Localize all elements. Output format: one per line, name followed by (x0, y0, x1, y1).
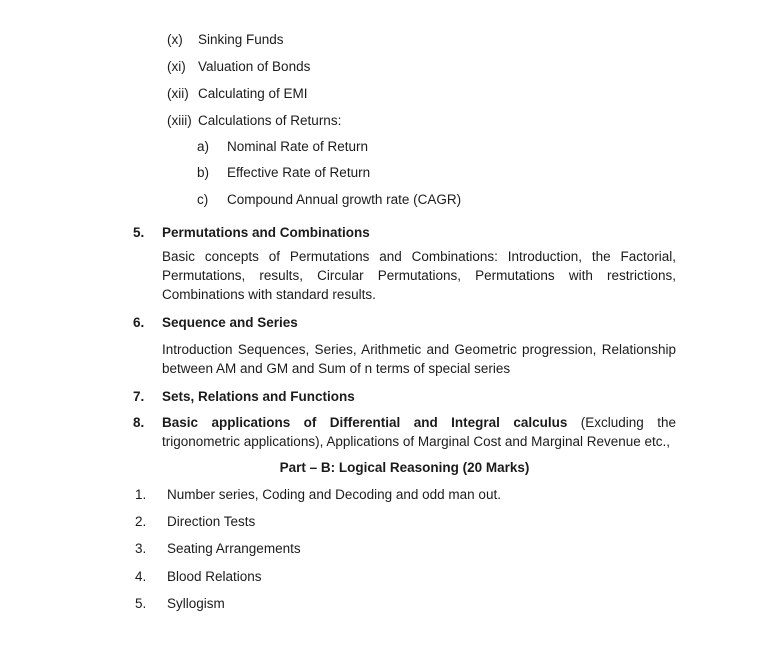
letter-list-item (197, 190, 461, 209)
section-paragraph: Introduction Sequences, Series, Arithmetic and Geometric progression, Relationship between AM and GM and Sum of n terms of special series (162, 342, 676, 376)
section-heading (133, 313, 298, 332)
list-text: Syllogism (167, 596, 225, 611)
list-marker: 1. (135, 487, 147, 502)
section-paragraph: Basic concepts of Permutations and Combinations: Introduction, the Factorial, Permutations, results, Circular Permutations, Permutations with restrictions, Combinations with standard results. (162, 249, 676, 302)
list-marker: b) (197, 165, 210, 180)
list-text: Calculating of EMI (198, 86, 308, 101)
list-text: Sinking Funds (198, 32, 284, 47)
section-heading-with-text (133, 413, 676, 451)
list-marker: (xii) (167, 86, 189, 101)
section-number: 7. (133, 389, 145, 404)
list-text: Effective Rate of Return (227, 165, 371, 180)
numbered-list-item (135, 539, 301, 558)
section-number: 8. (133, 415, 145, 430)
list-marker: 5. (135, 596, 147, 611)
list-text: Seating Arrangements (167, 541, 301, 556)
list-text: Direction Tests (167, 514, 256, 529)
roman-list-item (167, 30, 284, 49)
list-marker: a) (197, 139, 210, 154)
list-marker: (x) (167, 32, 183, 47)
section-number: 5. (133, 225, 145, 240)
section-title: Sequence and Series (162, 315, 298, 330)
list-marker: 4. (135, 569, 147, 584)
list-text: Calculations of Returns: (198, 113, 342, 128)
section-number: 6. (133, 315, 145, 330)
section-heading (133, 387, 355, 406)
list-marker: (xi) (167, 59, 186, 74)
section-title-bold: Basic applications of Differential and Integral calculus (162, 415, 568, 430)
section-title: Sets, Relations and Functions (162, 389, 355, 404)
letter-list-item (197, 163, 370, 182)
list-text: Nominal Rate of Return (227, 139, 369, 154)
list-text: Blood Relations (167, 569, 262, 584)
section-title: Permutations and Combinations (162, 225, 370, 240)
section-text-rest: (Excluding the trigonometric applications), Applications of Marginal Cost and Marginal Revenue etc., (162, 415, 676, 449)
list-marker: 3. (135, 541, 147, 556)
list-marker: 2. (135, 514, 147, 529)
numbered-list-item (135, 594, 225, 613)
roman-list-item (167, 111, 341, 130)
section-heading (133, 223, 370, 242)
roman-list-item (167, 84, 308, 103)
list-text: Valuation of Bonds (198, 59, 311, 74)
list-text: Compound Annual growth rate (CAGR) (227, 192, 462, 207)
section-text (162, 413, 676, 451)
list-text: Number series, Coding and Decoding and odd man out. (167, 487, 501, 502)
numbered-list-item (135, 512, 255, 531)
numbered-list-item (135, 485, 501, 504)
part-b-heading: Part – B: Logical Reasoning (20 Marks) (279, 460, 530, 475)
roman-list-item (167, 57, 310, 76)
list-marker: (xiii) (167, 113, 192, 128)
letter-list-item (197, 137, 368, 156)
list-marker: c) (197, 192, 209, 207)
numbered-list-item (135, 567, 262, 586)
